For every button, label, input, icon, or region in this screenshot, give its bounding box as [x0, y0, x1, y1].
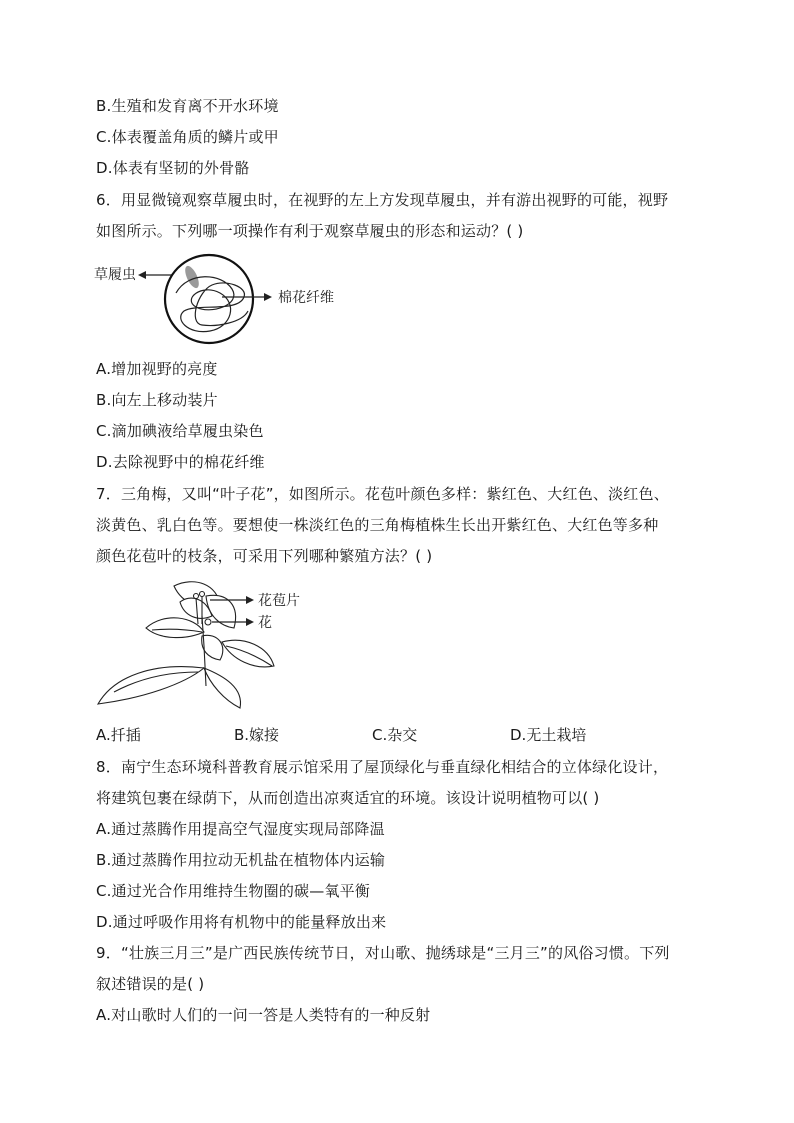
q7-option-c: C.杂交	[372, 726, 418, 744]
q7-option-a: A.扦插	[96, 726, 141, 744]
q8-option-c: C.通过光合作用维持生物圈的碳—氧平衡	[96, 882, 371, 900]
q6-option-a: A.增加视野的亮度	[96, 360, 218, 378]
q5-option-b: B.生殖和发育离不开水环境	[96, 97, 279, 115]
q8-stem-line2: 将建筑包裹在绿荫下，从而创造出凉爽适宜的环境。该设计说明植物可以( )	[96, 789, 600, 807]
q6-option-d: D.去除视野中的棉花纤维	[96, 453, 265, 471]
q7-option-d: D.无土栽培	[510, 726, 587, 744]
q8-option-d: D.通过呼吸作用将有机物中的能量释放出来	[96, 913, 387, 931]
q9-option-a: A.对山歌时人们的一问一答是人类特有的一种反射	[96, 1006, 431, 1024]
flower-shape	[205, 619, 211, 625]
q9-stem-line1: 9．“壮族三月三”是广西民族传统节日，对山歌、抛绣球是“三月三”的风俗习惯。下列	[96, 944, 670, 962]
q6-stem-line1: 6．用显微镜观察草履虫时，在视野的左上方发现草履虫，并有游出视野的可能，视野	[96, 191, 669, 209]
q5-option-c: C.体表覆盖角质的鳞片或甲	[96, 128, 279, 146]
q6-option-b: B.向左上移动装片	[96, 391, 218, 409]
q7-options	[96, 725, 716, 745]
q7-option-b: B.嫁接	[234, 726, 280, 744]
microscope-field-figure	[92, 253, 352, 345]
cotton-fiber-label: 棉花纤维	[278, 290, 334, 306]
q5-option-d: D.体表有坚韧的外骨骼	[96, 159, 250, 177]
paramecium-label: 草履虫	[94, 267, 136, 283]
q9-stem-line2: 叙述错误的是( )	[96, 975, 205, 993]
q6-option-c: C.滴加碘液给草履虫染色	[96, 422, 264, 440]
leaf-upper-left	[146, 618, 204, 638]
q8-option-a: A.通过蒸腾作用提高空气湿度实现局部降温	[96, 820, 385, 838]
q7-stem-line1: 7．三角梅，又叫“叶子花”，如图所示。花苞叶颜色多样：紫红色、大红色、淡红色、	[96, 485, 669, 503]
q7-stem-line3: 颜色花苞叶的枝条，可采用下列哪种繁殖方法？( )	[96, 547, 433, 565]
q8-option-b: B.通过蒸腾作用拉动无机盐在植物体内运输	[96, 851, 386, 869]
bract-label: 花苞片	[258, 593, 300, 609]
q6-stem-line2: 如图所示。下列哪一项操作有利于观察草履虫的形态和运动？( )	[96, 222, 524, 240]
leaf-lower-middle	[204, 668, 241, 708]
microscope-field-circle	[165, 255, 253, 343]
flower-label: 花	[258, 615, 272, 631]
bougainvillea-figure	[94, 576, 344, 712]
q8-stem-line1: 8．南宁生态环境科普教育展示馆采用了屋顶绿化与垂直绿化相结合的立体绿化设计，	[96, 758, 669, 776]
q7-stem-line2: 淡黄色、乳白色等。要想使一株淡红色的三角梅植株生长出开紫红色、大红色等多种	[96, 516, 659, 534]
